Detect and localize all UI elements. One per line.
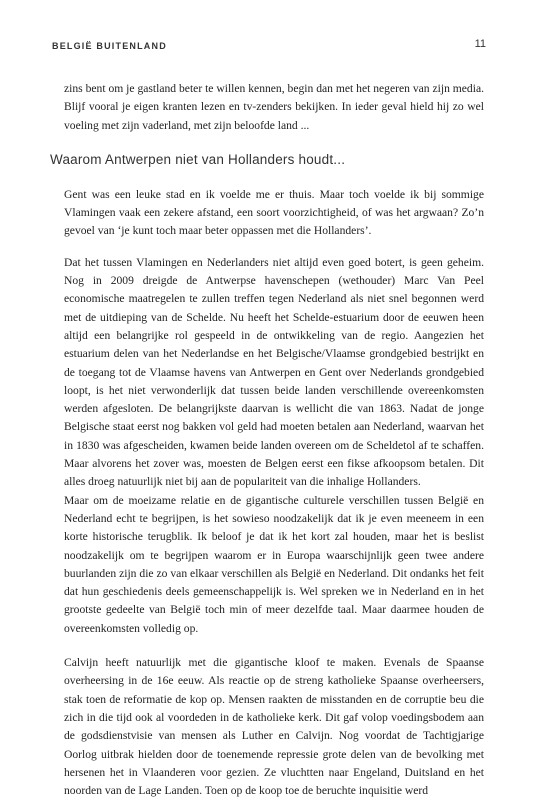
body-paragraph-1: Gent was een leuke stad en ik voelde me er thuis. Maar toch voelde ik bij sommige Vlamingen vaak een zekere afstand, een soort voorzichtigheid, of was het argwaan? Zo’n gevoel van ‘je kunt toch maar beter oppassen met die Hollanders’. xyxy=(64,187,484,238)
intro-paragraph: zins bent om je gastland beter te willen kennen, begin dan met het negeren van zijn media. Blijf vooral je eigen kranten lezen en tv-zenders bekijken. In ieder geval hield hij zo wel voeling met zijn vaderland, met zijn beloofde land ... xyxy=(64,82,484,132)
body-paragraph-3: Maar om de moeizame relatie en de gigantische culturele verschillen tussen België en Nederland echt te begrijpen, is het sowieso noodzakelijk dat ik je even meeneem in een korte historische terugblik. Ik beloof je dat ik het kort zal houden, maar het is beslist noodzakelijk om te begrijpen waarom er in Europa waarschijnlijk geen twee andere buurlanden zijn die zo van elkaar verschillen als België en Nederland. Dit ondanks het feit dat hun geschiedenis deels gemeenschappelijk is. Wel spreken we in Nederland en in het grootste gedeelte van België toch min of meer dezelfde taal. Maar daarmee houden de overeenkomsten volledig op. xyxy=(64,493,484,635)
page-number: 11 xyxy=(474,38,486,50)
section-heading: Waarom Antwerpen niet van Hollanders houdt... xyxy=(50,151,346,167)
body-paragraph-4: Calvijn heeft natuurlijk met die gigantische kloof te maken. Evenals de Spaanse overheersing in de 16e eeuw. Als reactie op de streng katholieke Spaanse overheersers, stak toen de reformatie de kop op. Mensen raakten de misstanden en de corruptie beu die zich in die tijd ook al voordeden in de katholieke kerk. Dit gaf volop voedingsbodem aan de godsdienstvisie van mensen als Luther en Calvijn. Nog voordat de Tachtigjarige Oorlog uitbrak hielden door de toenemende repressie grote delen van de bevolking met hersenen het in Vlaanderen voor gezien. Ze vluchtten naar Engeland, Duitsland en het noorden van de Lage Landen. Toen op de koop toe de beruchte inquisitie werd xyxy=(64,656,484,798)
running-head: BELGIË BUITENLAND xyxy=(52,41,167,51)
body-paragraph-2: Dat het tussen Vlamingen en Nederlanders niet altijd even goed botert, is geen geheim. Nog in 2009 dreigde de Antwerpse havenschepen (wethouder) Marc Van Peel economische maatregelen te zullen treffen tegen Nederland als niet snel begonnen werd met de uitdieping van de Schelde. Nu heeft het Schelde-estuarium door de eeuwen heen altijd een belangrijke rol gespeeld in de ontwikkeling van de regio. Aangezien het estuarium delen van het Nederlandse en het Belgische/Vlaamse grondgebied bestrijkt en de toegang tot de Vlaamse havens van Antwerpen en Gent over Nederlands grondgebied loopt, is het niet verwonderlijk dat tussen beide landen verschillende overeenkomsten werden afgesloten. De belangrijkste daarvan is wellicht die van 1863. Nadat de jonge Belgische staat eerst nog bakken vol geld had moeten betalen aan Nederland, waarvan het in 1830 was afgescheiden, kwamen beide landen overeen om de Scheldetol af te schaffen. Maar alvorens het zover was, moesten de Belgen eerst een fikse afkoopsom betalen. Dit alles droeg natuurlijk niet bij aan de populariteit van die inhalige Hollanders. xyxy=(64,255,484,489)
page-body xyxy=(50,80,484,800)
